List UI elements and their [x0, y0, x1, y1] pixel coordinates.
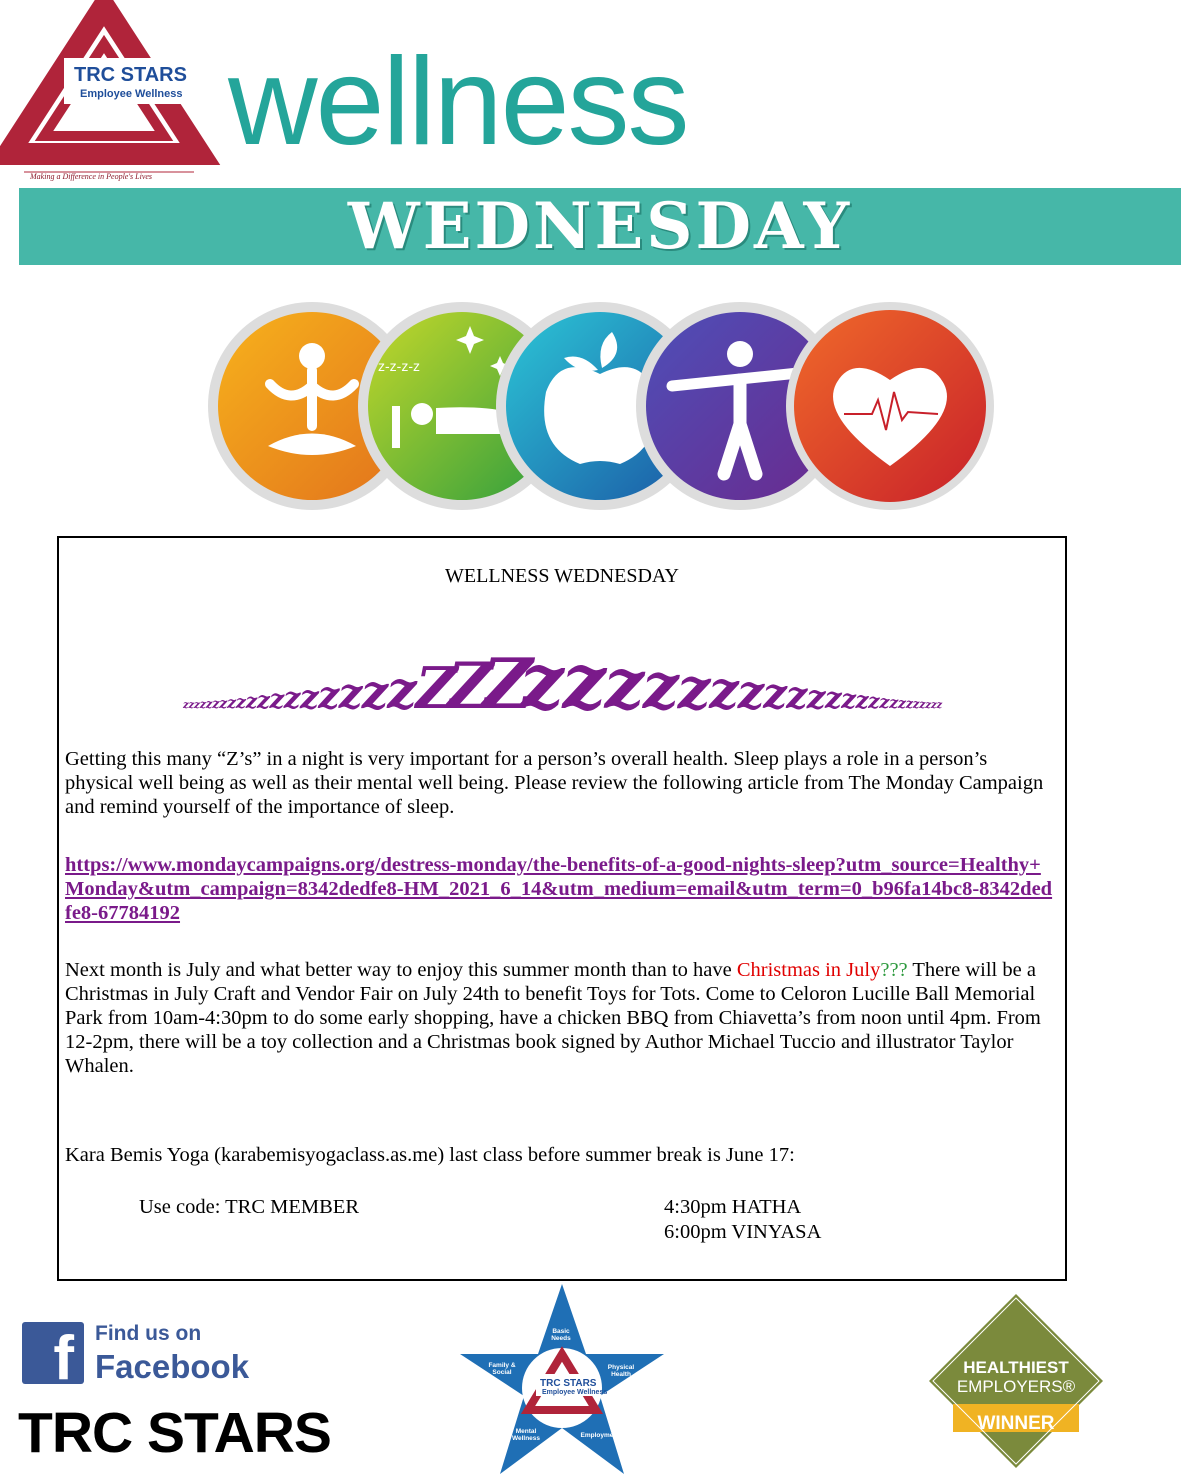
heart-icon: [786, 302, 994, 510]
zzz-letter: z: [604, 644, 645, 725]
class-vinyasa: 6:00pm VINYASA: [664, 1221, 822, 1243]
promo-code: Use code: TRC MEMBER: [139, 1196, 359, 1218]
box-title: WELLNESS WEDNESDAY: [445, 565, 679, 587]
zzz-letter: z: [188, 700, 195, 711]
wellness-icons-row: [200, 296, 1000, 516]
zzz-letter: z: [931, 700, 937, 711]
zzz-letter: z: [318, 673, 340, 717]
question-marks: ???: [880, 959, 908, 981]
zzz-letter: Z: [447, 649, 494, 723]
badge-winner: WINNER: [977, 1413, 1055, 1434]
yoga-paragraph: Kara Bemis Yoga (karabemisyogaclass.as.me) last class before summer break is June 17:: [65, 1144, 795, 1166]
zzz-letter: z: [936, 700, 943, 711]
christmas-in-july-text: Christmas in July: [736, 959, 881, 981]
zzz-letter: z: [269, 685, 285, 715]
zzz-letter: z: [300, 677, 319, 716]
star-label-physical-health: Physical Health: [607, 1364, 635, 1378]
logo-name: TRC STARS: [74, 64, 187, 86]
zzz-letter: z: [283, 680, 301, 715]
sleep-paragraph: Getting this many “Z’s” in a night is very important for a person’s overall health. Sleep plays a role in a person’s physical well being as well as their mental well being. Please review the following article from The Monday Campaign and remind yourself of the importance of sleep.: [65, 748, 1044, 818]
zzz-letter: z: [912, 697, 920, 711]
zzz-letter: z: [227, 693, 237, 712]
facebook-f-glyph: f: [53, 1324, 74, 1393]
zzz-letter: z: [361, 664, 389, 719]
zzz-letter: z: [925, 699, 932, 711]
facebook-find-text: Find us on: [95, 1322, 202, 1345]
star-label-employment: Employment: [580, 1432, 620, 1439]
zzz-letter: z: [194, 699, 200, 711]
zzz-letter: z: [199, 698, 206, 711]
badge-healthiest: HEALTHIEST: [963, 1358, 1069, 1377]
zzz-letter: z: [868, 689, 880, 713]
facebook-name[interactable]: Facebook: [95, 1348, 250, 1385]
zzz-letter: z: [897, 696, 906, 712]
zzz-letter: z: [245, 689, 258, 713]
zzz-letter: z: [520, 637, 564, 727]
zzz-letter: z: [879, 692, 890, 713]
zzz-letter: z: [709, 660, 739, 721]
zzz-letter: z: [825, 680, 842, 715]
svg-text:z-z-z-z: z-z-z-z: [378, 358, 420, 374]
zzz-letter: z: [219, 696, 228, 712]
badge-employers: EMPLOYERS®: [956, 1377, 1076, 1396]
zzz-letter: z: [212, 697, 220, 712]
zzz-letter: z: [183, 700, 189, 711]
zzz-letter: z: [677, 654, 711, 722]
zzz-letter: z: [919, 698, 926, 711]
star-label-basic-needs: Basic Needs: [551, 1328, 571, 1342]
christmas-text-start: Next month is July and what better way to enjoy this summer month than to have: [65, 959, 737, 981]
star-label-family-social: Family & Social: [488, 1362, 516, 1376]
christmas-paragraph: [65, 958, 1055, 1078]
star-logo-name: TRC STARS: [540, 1378, 597, 1389]
zzz-letter: z: [205, 697, 213, 711]
zzz-letter: z: [806, 677, 826, 716]
zzz-letter: Z: [482, 644, 533, 725]
article-link[interactable]: https://www.mondaycampaigns.org/destress-monday/the-benefits-of-a-good-nights-sleep?utm_source=Healthy+Monday&utm_campaign=8342dedfe8-HM_2021_6_14&utm_medium=email&utm_term=0_b96fa14bc8-8342dedfe8-67784192: [65, 854, 1053, 924]
zzz-letter: Z: [415, 654, 458, 722]
wednesday-heading: WEDNESDAY: [347, 189, 853, 264]
zzz-letter: z: [256, 687, 270, 714]
logo-tagline: Making a Difference in People's Lives: [30, 172, 153, 181]
zzz-letter: z: [737, 664, 765, 719]
zzz-letter: z: [562, 637, 606, 727]
zzz-wordart: [183, 628, 943, 727]
class-hatha: 4:30pm HATHA: [664, 1196, 802, 1218]
zzz-letter: z: [841, 685, 856, 715]
zzz-letter: z: [642, 649, 679, 723]
zzz-letter: z: [855, 687, 869, 714]
trc-stars-wordmark: TRC STARS: [18, 1401, 331, 1465]
star-logo-subtitle: Employee Wellness: [542, 1389, 608, 1396]
logo-subtitle: Employee Wellness: [80, 88, 183, 100]
zzz-letter: z: [338, 669, 363, 718]
zzz-letter: z: [235, 692, 247, 713]
wellness-heading: wellness: [228, 33, 688, 171]
zzz-letter: z: [786, 673, 808, 717]
zzz-letter: z: [387, 660, 417, 721]
zzz-letter: z: [889, 693, 899, 712]
christmas-text-rest: There will be a Christmas in July Craft and Vendor Fair on July 24th to benefit Toys for Tots. Come to Celoron Lucille Ball Memorial Park from 10am-4:30pm to do some early shopping, have a chicken BBQ from Chiavetta’s from noon until 4pm. From 12-2pm, there will be a toy collection and a Christmas book signed by Author Michael Tuccio and illustrator Taylor Whalen.: [65, 959, 1041, 1077]
zzz-letter: z: [763, 669, 787, 718]
star-label-mental-wellness: Mental Wellness: [511, 1428, 541, 1442]
zzz-letter: z: [905, 697, 913, 712]
